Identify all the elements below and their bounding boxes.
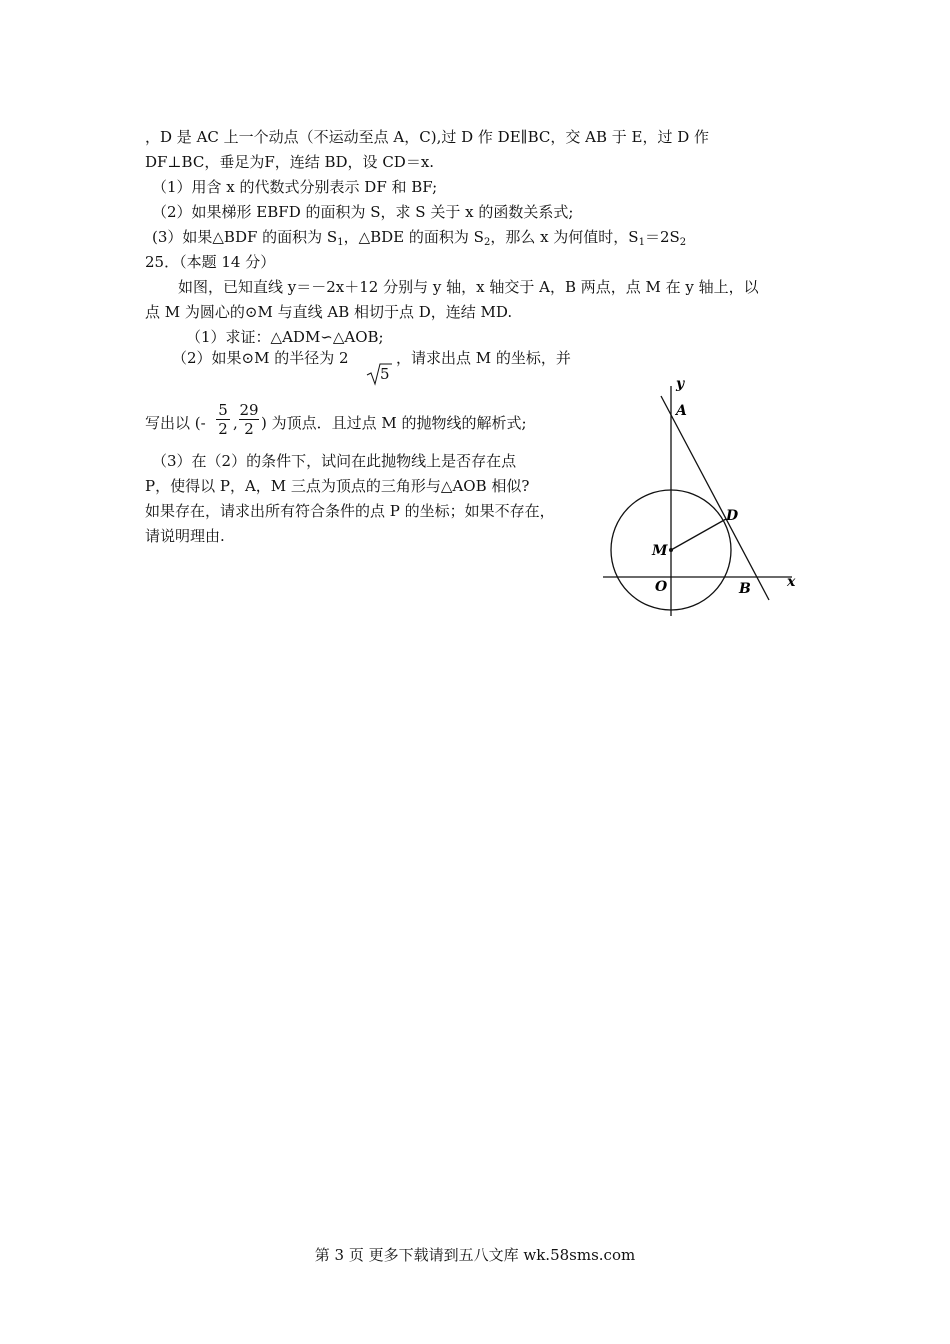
fraction-denominator: 2: [244, 420, 254, 438]
sqrt-expression: [366, 362, 392, 390]
text-line-7: 如图，已知直线 y＝－2x＋12 分别与 y 轴，x 轴交于 A，B 两点，点 M 在 y 轴上，以: [178, 278, 759, 296]
label-b: B: [739, 581, 751, 597]
text-line-1: ，D 是 AC 上一个动点（不运动至点 A，C),过 D 作 DE∥BC，交 AB 于 E，过 D 作: [145, 128, 710, 146]
label-y: y: [676, 376, 685, 392]
text-line-8: 点 M 为圆心的⊙M 与直线 AB 相切于点 D，连结 MD.: [145, 303, 513, 321]
label-d: D: [726, 508, 739, 524]
geometry-figure: [600, 372, 810, 622]
line-ab: [661, 396, 769, 600]
page-footer: 第 3 页 更多下载请到五八文库 wk.58sms.com: [314, 1246, 636, 1264]
subscript-2: 2: [483, 237, 491, 248]
text-line-11-part-a: 写出以 (-: [145, 414, 206, 432]
text-line-11-part-b: ) 为顶点．且过点 M 的抛物线的解析式;: [261, 414, 527, 432]
sqrt-radicand: 5: [380, 365, 390, 383]
text-line-9: （1）求证：△ADM∽△AOB;: [186, 328, 384, 346]
text-line-3: （1）用含 x 的代数式分别表示 DF 和 BF;: [152, 178, 438, 196]
text-line-10-part-a: （2）如果⊙M 的半径为 2: [172, 349, 349, 367]
fraction-numerator: 29: [239, 401, 259, 419]
subscript-3: 1: [638, 237, 645, 248]
fraction-five-halves: [214, 401, 232, 438]
text-line-13: P，使得以 P，A，M 三点为顶点的三角形与△AOB 相似?: [145, 477, 530, 495]
label-m: M: [652, 543, 668, 559]
text-line-2: DF⊥BC，垂足为F，连结 BD，设 CD＝x.: [145, 153, 435, 171]
text-line-14: 如果存在，请求出所有符合条件的点 P 的坐标；如果不存在，: [145, 502, 555, 520]
text-line-15: 请说明理由.: [145, 527, 225, 545]
subscript-1: 1: [337, 237, 344, 248]
text-line-4: （2）如果梯形 EBFD 的面积为 S，求 S 关于 x 的函数关系式;: [152, 203, 574, 221]
point-m: [669, 548, 673, 552]
segment-md: [671, 519, 726, 550]
fraction-denominator: 2: [218, 420, 228, 438]
subscript-4: 2: [679, 237, 687, 248]
text-line-12: （3）在（2）的条件下，试问在此抛物线上是否存在点: [152, 452, 517, 470]
label-a: A: [676, 403, 687, 419]
text-line-5-part-b: ，△BDE 的面积为 S: [343, 228, 484, 246]
text-line-5-part-a: (3）如果△BDF 的面积为 S: [152, 228, 338, 246]
label-o: O: [655, 579, 668, 595]
text-line-5-part-c: ，那么 x 为何值时，S: [490, 228, 639, 246]
text-line-10-part-b: ，请求出点 M 的坐标，并: [396, 349, 571, 367]
text-line-5: [152, 227, 686, 253]
label-x: x: [787, 574, 796, 590]
fraction-separator: ,: [233, 414, 238, 432]
problem-number: 25．（本题 14 分）: [145, 253, 276, 271]
fraction-numerator: 5: [218, 401, 228, 419]
fraction-twentynine-halves: [237, 401, 261, 438]
text-line-5-part-d: ＝2S: [644, 228, 680, 246]
